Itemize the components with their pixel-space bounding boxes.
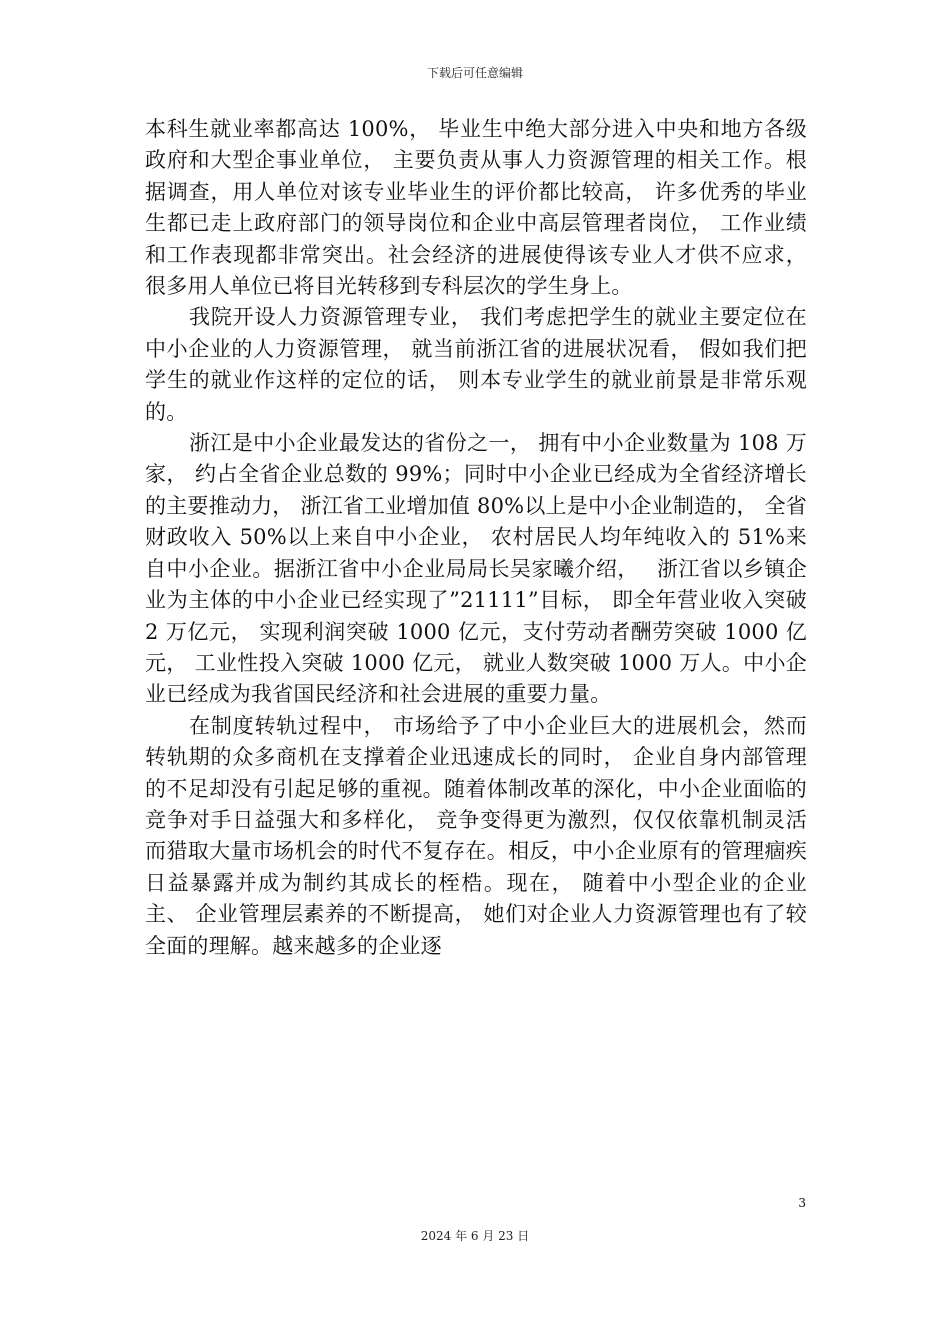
page-footer-date: 2024 年 6 月 23 日 [420, 1229, 530, 1243]
paragraph-2: 我院开设人力资源管理专业， 我们考虑把学生的就业主要定位在中小企业的人力资源管理， 就当前浙江省的进展状况看， 假如我们把学生的就业作这样的定位的话， 则本专业学生的就业前景是非常乐观的。 [145, 305, 807, 424]
paragraph-4: 在制度转轨过程中， 市场给予了中小企业巨大的进展机会，然而转轨期的众多商机在支撑着企业迅速成长的同时， 企业自身内部管理的不足却没有引起足够的重视。随着体制改革的深化，中小企业面临的竞争对手日益强大和多样化， 竞争变得更为激烈，仅仅依靠机制灵活而猎取大量市场机会的时代不复存在。相反，中小企业原有的管理痼疾日益暴露并成为制约其成长的桎梏。现在， 随着中小型企业的企业主、 企业管理层素养的不断提高， 她们对企业人力资源管理也有了较全面的理解。越来越多的企业逐 [145, 713, 807, 958]
document-body [145, 114, 807, 962]
paragraph-1: 本科生就业率都高达 100%， 毕业生中绝大部分进入中央和地方各级政府和大型企事业单位， 主要负责从事人力资源管理的相关工作。根据调查，用人单位对该专业毕业生的评价都比较高， 许多优秀的毕业生都已走上政府部门的领导岗位和企业中高层管理者岗位， 工作业绩和工作表现都非常突出。社会经济的进展使得该专业人才供不应求， 很多用人单位已将目光转移到专科层次的学生身上。 [145, 117, 807, 299]
paragraph-3: 浙江是中小企业最发达的省份之一， 拥有中小企业数量为 108 万家， 约占全省企业总数的 99%；同时中小企业已经成为全省经济增长的主要推动力， 浙江省工业增加值 80%以上是中小企业制造的， 全省财政收入 50%以上来自中小企业， 农村居民人均年纯收入的 51%来自中小企业。据浙江省中小企业局局长吴家曦介绍， 浙江省以乡镇企业为主体的中小企业已经实现了”21111”目标， 即全年营业收入突破 2 万亿元， 实现利润突破 1000 亿元，支付劳动者酬劳突破 1000 亿元， 工业性投入突破 1000 亿元， 就业人数突破 1000 万人。中小企业已经成为我省国民经济和社会进展的重要力量。 [145, 431, 807, 707]
page-header: 下载后可任意编辑 [426, 66, 523, 80]
page-number: 3 [798, 1196, 806, 1210]
